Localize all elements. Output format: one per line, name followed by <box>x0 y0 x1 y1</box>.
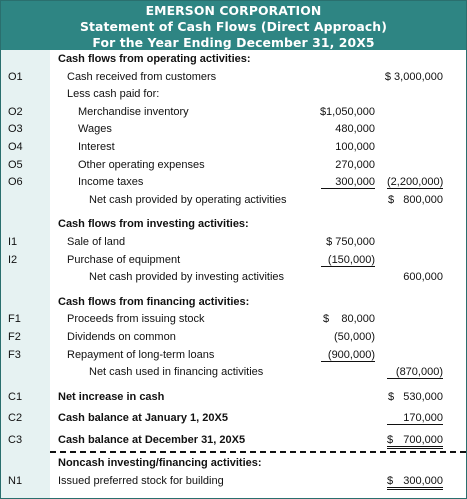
row-total: (2,200,000) <box>387 176 444 189</box>
row-code: C2 <box>8 412 23 425</box>
dollar-sign: $ <box>323 313 330 326</box>
statement-title: Statement of Cash Flows (Direct Approach) <box>80 19 387 34</box>
row-total: 170,000 <box>387 412 443 425</box>
row-total: (870,000) <box>387 366 443 379</box>
statement-row-o2 <box>1 104 466 122</box>
row-label: Wages <box>78 123 112 136</box>
row-code: I2 <box>8 253 18 266</box>
statement-row-o5 <box>1 157 466 175</box>
row-code: O2 <box>8 105 23 118</box>
row-label: Net cash provided by operating activities <box>89 193 287 206</box>
operating-net-row <box>1 192 466 210</box>
row-code: F2 <box>8 330 21 343</box>
row-label: Dividends on common <box>67 330 176 343</box>
row-total: 800,000 <box>403 193 443 206</box>
row-code: C3 <box>8 433 23 446</box>
row-label: Net cash provided by investing activities <box>89 271 285 284</box>
row-amount: 300,000 <box>321 176 375 189</box>
row-amount: (50,000) <box>334 330 375 343</box>
operating-heading-row <box>1 51 466 69</box>
investing-heading-row <box>1 216 466 234</box>
row-label: Sale of land <box>67 235 126 248</box>
row-label: Issued preferred stock for building <box>58 475 224 488</box>
row-label: Less cash paid for: <box>67 88 160 101</box>
row-code: O4 <box>8 140 23 153</box>
row-label: Proceeds from issuing stock <box>67 313 205 326</box>
company-name: EMERSON CORPORATION <box>145 3 322 18</box>
statement-header <box>1 1 466 50</box>
statement-row-f3 <box>1 347 466 365</box>
row-amount: 80,000 <box>341 313 375 326</box>
statement-row-o1 <box>1 69 466 87</box>
statement-row-f2 <box>1 329 466 347</box>
row-amount: 100,000 <box>335 140 375 153</box>
dollar-sign: $ <box>387 433 394 446</box>
row-code: O3 <box>8 123 23 136</box>
statement-row-c1 <box>1 389 466 407</box>
noncash-heading: Noncash investing/financing activities: <box>58 457 262 470</box>
row-amount: 480,000 <box>335 123 375 136</box>
row-label: Net increase in cash <box>58 390 165 403</box>
row-label: Income taxes <box>78 176 144 189</box>
row-total: 700,000 <box>403 433 443 446</box>
statement-row-o4 <box>1 139 466 157</box>
row-label: Merchandise inventory <box>78 105 189 118</box>
row-code: O5 <box>8 158 23 171</box>
less-paid-row <box>1 86 466 104</box>
statement-row-o3 <box>1 121 466 139</box>
investing-heading: Cash flows from investing activities: <box>58 218 249 231</box>
row-label: Repayment of long-term loans <box>67 348 215 361</box>
financing-net-row <box>1 364 466 382</box>
statement-body <box>1 51 466 491</box>
noncash-heading-row <box>1 455 466 473</box>
statement-period: For the Year Ending December 31, 20X5 <box>92 35 375 50</box>
statement-row-f1 <box>1 311 466 329</box>
dollar-sign: $ <box>388 193 395 206</box>
row-code: N1 <box>8 475 23 488</box>
dollar-sign: $ <box>387 475 394 488</box>
dollar-sign: $ <box>388 390 395 403</box>
row-label: Cash received from customers <box>67 70 217 83</box>
statement-row-i1 <box>1 234 466 252</box>
row-amount: 270,000 <box>335 158 375 171</box>
row-label: Interest <box>78 140 115 153</box>
row-amount: (150,000) <box>321 254 375 267</box>
row-code: O6 <box>8 176 23 189</box>
row-code: C1 <box>8 390 23 403</box>
row-code: O1 <box>8 70 23 83</box>
row-label: Other operating expenses <box>78 158 205 171</box>
row-label: Cash balance at January 1, 20X5 <box>58 412 228 425</box>
row-total: 600,000 <box>403 271 443 284</box>
financing-heading: Cash flows from financing activities: <box>58 295 250 308</box>
statement-row-c3 <box>1 432 466 450</box>
statement-row-n1 <box>1 473 466 491</box>
statement-row-o6 <box>1 174 466 192</box>
row-total: 300,000 <box>403 475 443 488</box>
row-label: Purchase of equipment <box>67 253 181 266</box>
row-code: F1 <box>8 313 21 326</box>
operating-heading: Cash flows from operating activities: <box>58 53 251 65</box>
row-code: I1 <box>8 235 18 248</box>
row-label: Net cash used in financing activities <box>89 366 264 379</box>
row-amount: (900,000) <box>321 349 375 362</box>
row-amount: $1,050,000 <box>319 105 375 118</box>
investing-net-row <box>1 269 466 287</box>
row-label: Cash balance at December 31, 20X5 <box>58 433 246 446</box>
statement-row-i2 <box>1 252 466 270</box>
statement-row-c2 <box>1 410 466 428</box>
row-code: F3 <box>8 348 21 361</box>
row-total: 530,000 <box>403 390 443 403</box>
noncash-divider <box>50 451 466 453</box>
row-total: $ 3,000,000 <box>384 70 443 83</box>
financing-heading-row <box>1 294 466 312</box>
row-amount: $ 750,000 <box>326 235 375 248</box>
